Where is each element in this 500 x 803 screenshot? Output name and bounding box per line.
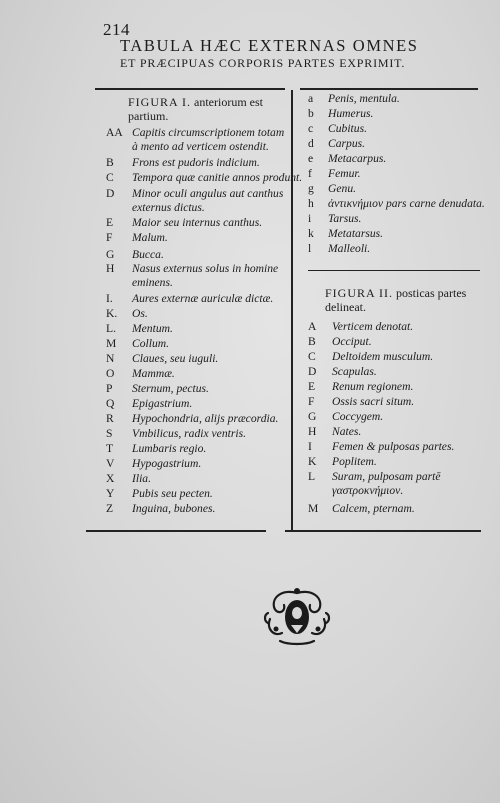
legend-letter: O [106,367,115,380]
legend-text: Minor oculi angulus aut canthus externus dictus. [132,187,284,214]
figure-one-heading [128,95,278,123]
legend-letter: Y [106,487,115,500]
legend-letter: D [308,365,317,378]
legend-text: Metatarsus. [328,227,384,240]
legend-letter: N [106,352,115,365]
legend-text: Femur. [328,167,361,180]
legend-letter: C [308,350,316,363]
legend-letter: R [106,412,114,425]
legend-letter: Z [106,502,114,515]
legend-text: Inguina, bubones. [132,502,216,515]
legend-letter: F [106,231,113,244]
legend-text: Frons est pudoris indicium. [132,156,260,169]
legend-letter: f [308,167,312,180]
legend-letter: L [308,470,316,483]
legend-letter: i [308,212,312,225]
printers-ornament-icon [262,585,332,647]
legend-text: Deltoidem musculum. [332,350,434,363]
legend-letter: b [308,107,314,120]
legend-letter: B [106,156,114,169]
page-subtitle: ET PRÆCIPUAS CORPORIS PARTES EXPRIMIT. [120,56,406,70]
figure-one-label: FIGURA I. [128,95,192,109]
legend-text: Sternum, pectus. [132,382,209,395]
legend-text: Pubis seu pecten. [132,487,213,500]
legend-letter: B [308,335,316,348]
legend-text: Maior seu internus canthus. [132,216,263,229]
legend-text: Femen & pulposas partes. [332,440,455,453]
legend-text: Penis, mentula. [328,92,400,105]
legend-text: Occiput. [332,335,372,348]
legend-text: Os. [132,307,148,320]
legend-text: Calcem, pternam. [332,502,415,515]
legend-letter: A [308,320,317,333]
legend-text: Malum. [132,231,168,244]
legend-letter: X [106,472,115,485]
legend-text: Scapulas. [332,365,377,378]
legend-text: Cubitus. [328,122,367,135]
legend-text: Tarsus. [328,212,362,225]
legend-text: Metacarpus. [328,152,387,165]
legend-letter: k [308,227,314,240]
legend-text: Genu. [328,182,357,195]
legend-text: Coccygem. [332,410,384,423]
legend-text: Suram, pulposam partē γαστροκνήμιον. [332,470,441,497]
legend-letter: G [106,248,115,261]
legend-text: Mammæ. [132,367,175,380]
figure-two-caption: posticas partes delineat. [325,286,467,314]
legend-letter: K [308,455,317,468]
legend-text: Collum. [132,337,170,350]
legend-letter: Q [106,397,115,410]
legend-letter: M [106,337,117,350]
legend-text: Renum regionem. [332,380,414,393]
legend-letter: g [308,182,314,195]
figure-two-heading [325,286,485,314]
legend-letter: K. [106,307,118,320]
legend-letter: P [106,382,113,395]
legend-letter: e [308,152,314,165]
legend-text: Lumbaris regio. [132,442,207,455]
legend-letter: D [106,187,115,200]
legend-text: Malleoli. [328,242,371,255]
legend-text: Nasus externus solus in homine eminens. [132,262,279,289]
right-section-rule [308,270,480,271]
right-top-rule [300,88,478,90]
legend-text: Hypochondria, alijs præcordia. [132,412,279,425]
page-number: 214 [103,20,130,39]
legend-letter: S [106,427,113,440]
legend-text: Humerus. [328,107,374,120]
legend-letter: T [106,442,114,455]
legend-text: Ossis sacri situm. [332,395,415,408]
legend-text: Aures externæ auriculæ dictæ. [132,292,274,305]
legend-letter: F [308,395,315,408]
legend-text: Claues, seu iuguli. [132,352,219,365]
legend-text: Vmbilicus, radix ventris. [132,427,246,440]
legend-letter: E [106,216,114,229]
legend-text: Hypogastrium. [132,457,202,470]
legend-letter: AA [106,126,123,139]
legend-letter: L. [106,322,116,335]
legend-letter: G [308,410,317,423]
legend-letter: h [308,197,314,210]
page-title: TABULA HÆC EXTERNAS OMNES [120,36,419,55]
legend-letter: E [308,380,316,393]
legend-text: Ilia. [132,472,151,485]
figure-two-label: FIGURA II. [325,286,394,300]
legend-text: Mentum. [132,322,173,335]
right-bottom-rule [285,530,481,532]
legend-text: Epigastrium. [132,397,193,410]
legend-letter: d [308,137,314,150]
left-bottom-rule [86,530,266,532]
legend-text: Carpus. [328,137,366,150]
legend-letter: c [308,122,314,135]
legend-text: Verticem denotat. [332,320,414,333]
legend-text: Bucca. [132,248,164,261]
legend-letter: l [308,242,312,255]
legend-letter: H [308,425,317,438]
legend-letter: H [106,262,115,275]
legend-text: Capitis circumscriptionem totam à mento ad verticem ostendit. [132,126,285,153]
legend-text: Tempora quæ canitie annos produnt. [132,171,303,184]
legend-letter: M [308,502,319,515]
legend-text: ἀντικνήμιον pars carne denudata. [328,197,485,210]
legend-letter: a [308,92,314,105]
figure-one-caption: anteriorum est partium. [128,95,263,123]
legend-letter: V [106,457,115,470]
left-top-rule [95,88,285,90]
legend-text: Poplitem. [332,455,377,468]
legend-text: Nates. [332,425,362,438]
legend-letter: I [308,440,312,453]
legend-letter: C [106,171,114,184]
legend-letter: I. [106,292,113,305]
